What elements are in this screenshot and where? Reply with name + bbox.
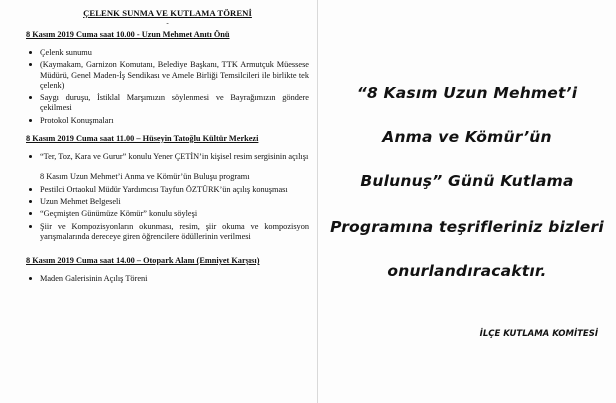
list-item: Şiir ve Kompozisyonların okunması, resim, şiir okuma ve kompozisyon yarışmalarında dereceye giren öğrencilere ödüllerinin verilmesi <box>26 222 309 243</box>
section-items <box>26 152 309 242</box>
invitation-page <box>318 0 616 403</box>
program-title: ÇELENK SUNMA VE KUTLAMA TÖRENİ <box>83 8 252 18</box>
section-2 <box>26 134 309 242</box>
section-items <box>26 274 309 284</box>
title-mark: - <box>166 18 169 27</box>
committee-signature: İLÇE KUTLAMA KOMİTESİ <box>479 329 598 339</box>
section-heading: 8 Kasım 2019 Cuma saat 11.00 – Hüseyin Tatoğlu Kültür Merkezi <box>26 133 259 143</box>
section-3 <box>26 256 309 285</box>
invitation-line-2: Anma ve Kömür’ün <box>382 128 552 146</box>
list-item: Saygı duruşu, İstiklal Marşımızın söylenmesi ve Bayrağımızın göndere çekilmesi <box>26 93 309 114</box>
invitation-line-3: Bulunuş” Günü Kutlama <box>360 172 574 190</box>
section-heading: 8 Kasım 2019 Cuma saat 14.00 – Otopark Alanı (Emniyet Karşısı) <box>26 256 260 266</box>
section-items <box>26 48 309 126</box>
invitation-line-1: “8 Kasım Uzun Mehmet’i <box>356 84 578 102</box>
section-heading: 8 Kasım 2019 Cuma saat 10.00 - Uzun Mehmet Anıtı Önü <box>26 29 230 39</box>
list-item: Çelenk sunumu <box>26 48 309 58</box>
invitation-line-4: Programına teşrifleriniz bizleri <box>330 218 604 236</box>
list-item: (Kaymakam, Garnizon Komutanı, Belediye Başkanı, TTK Armutçuk Müessese Müdürü, Genel Maden-İş Sendikası ve Amele Birliği Temsilcileri ile birlikte tek çelenk) <box>26 60 309 91</box>
list-item: Protokol Konuşmaları <box>26 116 309 126</box>
list-item: 8 Kasım Uzun Mehmet’i Anma ve Kömür’ün Buluşu programı <box>40 172 250 182</box>
list-item: Uzun Mehmet Belgeseli <box>26 197 309 207</box>
program-page <box>26 8 309 287</box>
invitation-line-5: onurlandıracaktır. <box>387 262 547 280</box>
list-item: Maden Galerisinin Açılış Töreni <box>26 274 309 284</box>
list-item: “Ter, Toz, Kara ve Gurur” konulu Yener ÇETİN’in kişisel resim sergisinin açılışı <box>26 152 309 162</box>
section-1 <box>26 30 309 126</box>
list-item: “Geçmişten Günümüze Kömür” konulu söyleşi <box>26 209 309 219</box>
spacer <box>26 164 309 170</box>
list-item: Pestilci Ortaokul Müdür Yardımcısı Tayfun ÖZTÜRK’ün açılış konuşması <box>26 185 309 195</box>
